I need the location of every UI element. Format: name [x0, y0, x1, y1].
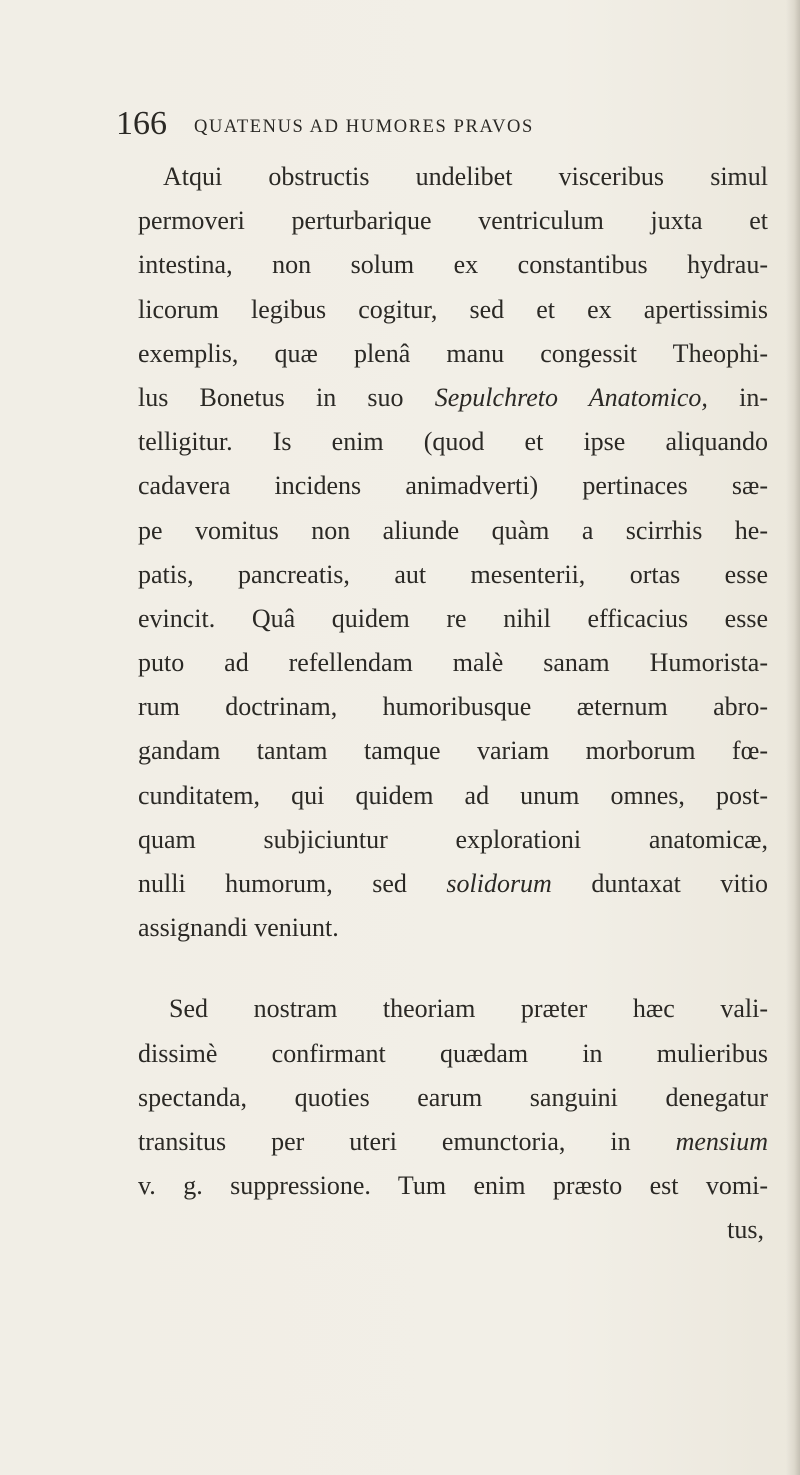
text-segment: rum doctrinam, humoribusque æternum abro-: [138, 692, 768, 722]
text-segment: lus Bonetus in suo: [138, 382, 435, 412]
text-line: [138, 641, 768, 685]
text-line: [138, 288, 768, 332]
italic-phrase: mensium: [675, 1126, 768, 1156]
text-segment: duntaxat vitio: [551, 869, 768, 898]
italic-phrase: Sepulchreto Anatomico,: [434, 382, 708, 412]
text-line: [138, 1032, 768, 1076]
text-segment: cadavera incidens animadverti) pertinaces sæ-: [138, 471, 768, 501]
text-line: [138, 862, 768, 906]
text-segment: pe vomitus non aliunde quàm a scirrhis he-: [138, 515, 768, 545]
running-head: QUATENUS AD HUMORES PRAVOS: [194, 117, 534, 137]
page-edge-shadow: [786, 0, 800, 1475]
text-segment: permoveri perturbarique ventriculum juxta et: [138, 206, 768, 236]
text-line: [138, 553, 768, 597]
text-segment: patis, pancreatis, aut mesenterii, ortas esse: [138, 559, 768, 589]
text-segment: intestina, non solum ex constantibus hydrau-: [138, 250, 768, 280]
text-line: [138, 1164, 768, 1208]
text-segment: puto ad refellendam malè sanam Humorista-: [138, 648, 768, 678]
catchword: tus,: [727, 1215, 764, 1245]
text-segment: telligitur. Is enim (quod et ipse aliquando: [138, 427, 768, 457]
text-line: [138, 774, 768, 818]
italic-phrase: solidorum: [446, 869, 552, 898]
text-line: [138, 597, 768, 641]
text-line: [138, 729, 768, 773]
text-segment: Sed nostram theoriam præter hæc vali-: [169, 994, 768, 1024]
text-line: [138, 1120, 768, 1164]
text-segment: Atqui obstructis undelibet visceribus simul: [163, 162, 768, 191]
text-line: [138, 685, 768, 729]
text-segment: evincit. Quâ quidem re nihil efficacius esse: [138, 603, 768, 633]
body-text: [138, 155, 768, 1253]
text-line: [138, 155, 768, 199]
text-segment: v. g. suppressione. Tum enim præsto est vomi-: [138, 1171, 768, 1201]
text-segment: gandam tantam tamque variam morborum fœ-: [138, 736, 768, 766]
text-line: [138, 376, 768, 420]
page-header: [116, 104, 716, 144]
text-line: [138, 420, 768, 464]
text-segment: in-: [707, 382, 768, 412]
text-segment: assignandi veniunt.: [138, 913, 339, 943]
text-segment: exemplis, quæ plenâ manu congessit Theophi-: [138, 338, 768, 368]
text-segment: cunditatem, qui quidem ad unum omnes, post-: [138, 780, 768, 810]
page-number: 166: [116, 105, 167, 142]
text-line: [138, 243, 768, 287]
text-line: [138, 1076, 768, 1120]
text-segment: transitus per uteri emunctoria, in: [138, 1126, 676, 1156]
text-segment: nulli humorum, sed: [138, 869, 447, 898]
text-line: [138, 332, 768, 376]
text-line: [138, 906, 768, 950]
text-line: [138, 987, 768, 1031]
text-line: [138, 199, 768, 243]
text-line: [138, 509, 768, 553]
text-line: [138, 818, 768, 862]
text-segment: spectanda, quoties earum sanguini denegatur: [138, 1082, 768, 1112]
text-segment: licorum legibus cogitur, sed et ex apertissimis: [138, 294, 768, 324]
text-segment: quam subjiciuntur explorationi anatomicæ,: [138, 824, 768, 854]
text-line: [138, 464, 768, 508]
text-segment: dissimè confirmant quædam in mulieribus: [138, 1038, 768, 1068]
